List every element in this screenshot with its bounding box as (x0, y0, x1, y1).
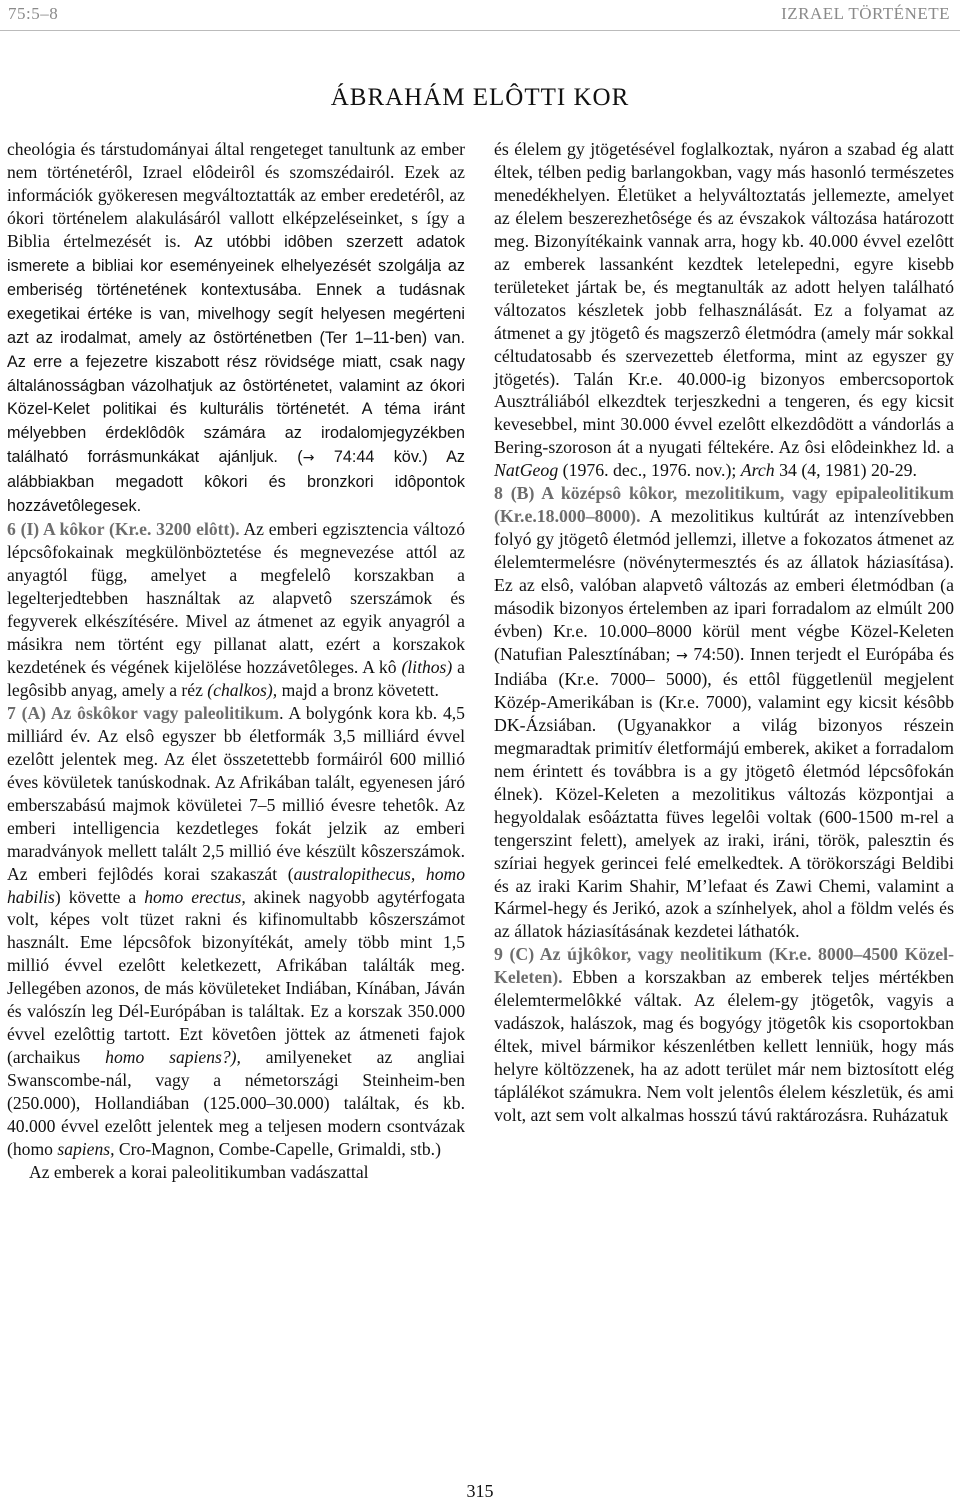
text-run: majd a bronz követett. (277, 679, 439, 700)
italic-term: sapiens, (57, 1138, 115, 1159)
text-run: cheológia és társtudományai által rengeteget tanultunk az ember nem történetérôl, Izrael elôdeirôl és szomszédairól. Ezek az információk gyökeresen megváltoztatták az ember eredetérôl, az ókori történelem alakulásáról vallott elképzeléseinket, s így a Biblia értelmezését is. (7, 139, 465, 251)
paragraph (494, 138, 954, 482)
paragraph-7 (7, 702, 465, 1161)
left-column (7, 138, 465, 1184)
section-heading-6: 6 (I) A kôkor (Kr.e. 3200 elôtt). (7, 519, 240, 540)
text-run: a legôsibb anyag, amely a réz (7, 656, 465, 700)
section-heading-9: 9 (C) Az újkôkor, vagy neolitikum (Kr.e. 8000–4500 Közel-Keleten). (494, 944, 954, 988)
text-run: Az emberi egzisztencia változó lépcsôfokainak megkülönböztetése és megnevezése attól az anyagtól függ, amelyet a megfelelô korszakban a legelterjedtebben használtak az alapvetô szerszámok és fegyverek elkészítésére. Mivel az átmenet az egyik anyagról a másikra nem történt egy pillanat alatt, ezért a korszakok kezdetének és végének kijelölése hozzávetôleges. A kô (7, 519, 466, 677)
text-run: A mezolitikus kultúrát az intenzívebben folyó gy jtögetô életmód jellemzi, illetve a fokozatos átmenet az élelemtermelésre (növénytermesztés és az állatok háziasítása). Ez az elsô, valóban alapvetô változás az emberi életmódban (a második bizonyos értelemben az ipari forradalom az elmúlt 200 évben) Kr.e. 10.000–8000 körül ment végbe Közel-Keleten (Natufian Palesztínában; (494, 506, 954, 664)
italic-term: australopithecus, homo habilis (7, 863, 465, 907)
paragraph: Az emberek a korai paleolitikumban vadászattal (29, 1161, 369, 1182)
running-header (0, 0, 960, 31)
page-number: 315 (466, 1481, 494, 1501)
paragraph-6 (7, 518, 465, 702)
book-title: IZRAEL TÖRTÉNETE (781, 4, 950, 23)
section-heading-7: 7 (A) Az ôskôkor vagy paleolitikum (7, 702, 280, 723)
text-run: Az erre a fejezetre kiszabott rész rövidsége miatt, csak nagy általánosságban vázolhatjuk az ôstörténetet, valamint az ókori Közel-Kelet politikai és kulturális történetét. A téma iránt mélyebben érdeklôdôk számára az irodalomjegyzékben található forrásmunkákat ajánljuk. ( (7, 352, 465, 467)
text-run: ) követte a (54, 886, 145, 907)
text-run: és élelem gy jtögetésével foglalkoztak, nyáron a szabad ég alatt éltek, télben pedig barlangokban, vagy más hasonló természetes menedékhelyen. Életüket a helyváltoztatás jellemezte, amelyet az élelem beszerezhetôsége és az évszakok változása határozott meg. Bizonyítékaink vannak arra, hogy kb. 40.000 évvel ezelôtt az emberek lassanként kezdtek letelepedni, egyre kisebb területeket jártak be, és megtanulták az adott helyen található változatos készletek jobb felhasználását. Ez a folyamat az átmenet a gy jtögetô és magszerzô életmódra (amely már sokkal céltudatosabb és szervezetteb életforma, mint az egyszer gy jtögetés). Talán Kr.e. 40.000-ig bizonyos embercsoportok Ausztráliából elkezdtek terjeszkedni a tengeren, és egy kicsit kevesebbel, mint 30.000 évvel ezelôtt elkezdôdött a vándorlás a Bering-szoroson át a nyugati féltekére. Az ôsi elôdeinkhez ld. a (494, 139, 954, 458)
text-run: 34 (4, 1981) 20-29. (774, 460, 917, 481)
cross-reference-arrow-icon: → (302, 450, 315, 467)
italic-term: (chalkos), (207, 679, 278, 700)
text-run: 74:50). Innen terjedt el Európába és Indiába (Kr.e. 7000– 5000), és ettôl függetlenül megjelent Közép-Amerikában is (Kr.e. 7000), valamint egy kicsit késôbb DK-Ázsiában. (Ugyanakkor a világ bizonyos részein megmaradtak primitív életformájú emberek, akiket a forradalom nem érintett és továbbra is a gy jtögetô életmód lépcsôfokán élnek). Közel-Keleten a mezolitikus változás központjai a hegyoldalak esôáztatta füves legelôi voltak (600-1500 m-rel a tengerszint felett), amelyek az iraki, iráni, török, palesztin és szíriai hegyek gerincei felé emelkedtek. A törökországi Beldibi és az iraki Karim Shahir, M’lefaat és Zawi Chemi, valamint a Kármel-hegy és Jerikó, azok a színhelyek, ahol a földm velés és az állatok háziasításának kezdetei láthatók. (494, 643, 954, 942)
right-column (494, 138, 954, 1127)
text-run: (1976. dec., 1976. nov.); (558, 460, 741, 481)
paragraph-8 (494, 482, 954, 943)
section-heading-8: 8 (B) A középsô kôkor, mezolitikum, vagy epipaleolitikum (Kr.e.18.000–8000). (494, 483, 954, 527)
italic-term: (lithos) (401, 656, 453, 677)
cross-reference-arrow-icon: → (676, 647, 688, 664)
italic-term: Arch (740, 460, 775, 481)
text-run-sans (7, 233, 465, 515)
paragraph (7, 138, 465, 518)
italic-term: homo erectus, (144, 886, 246, 907)
text-run: Az alábbiakban megadott kôkori és bronzkori idôpontok hozzávetôlegesek. (7, 448, 465, 516)
text-run: amilyeneket az angliai Swanscombe-nál, vagy a németországi Steinheim-ben (250.000), Hollandiában (125.000–30.000) találtak, és kb. 40.000 évvel ezelôtt jelentek meg a teljesen modern csontvázak (homo (7, 1047, 465, 1159)
chapter-title: ÁBRAHÁM ELÔTTI KOR (330, 84, 630, 111)
text-run: Az utóbbi idôben szerzett adatok ismerete a bibliai kor eseményeinek elhelyezését szolgálja az emberiség történetének kontextusába. Ennek a tudásnak exegetikai értéke is van, mivelhogy segít helyesen megérteni azt az irodalmat, amely az ôstörténetben (Ter 1–11-ben) van. (7, 232, 465, 347)
text-run: . A bolygónk kora kb. 4,5 milliárd év. Az elsô egyszer bb életformák 3,5 milliárd évvel ezelôtt jelentek meg. Az élet összetettebb formáiról 600 millió éves kövületek tanúskodnak. Az Afrikában talált, egyenesen járó emberszabású majmok kövületei 7–5 millió évesre tehetôk. Az emberi intelligencia kezdetleges fokát jelzik az emberi maradványok mellett talált 2,5 millió éve készült kôszerszámok. Az emberi fejlôdés korai szakaszát ( (7, 702, 465, 884)
text-run: Ebben a korszakban az emberek teljes mértékben élelemtermelôkké váltak. Az élelem-gy jtögetôk, vagyis a vadászok, halászok, mag és bogyógy jtögetôk kis csoportokban éltek, mivel bármikor készenlétben kellett lenniük, hogy más helyre költözzenek, ha az adott terület már nem biztosított elég táplálékot számukra. Nem volt jelentôs élelem készletük, és ami volt, azt sem volt alkalmas hosszú távú raktározásra. Ruházatuk (494, 967, 954, 1126)
text-run: akinek nagyobb agytérfogata volt, képes volt tüzet rakni és kifinomultabb kôszerszámot használt. Eme lépcsôfok bizonyítékát, amely több mint 1,5 millió évvel ezelôtt keletkezett, Afrikában találták meg. Jellegében azonos, de más kövületeket Indiában, Kínában, Jáván és valószín leg Dél-Európában is találtak. Ez a korszak 350.000 évvel ezelôttig tartott. Ezt követôen jöttek az átmeneti fajok (archaikus (7, 886, 466, 1068)
italic-term: homo sapiens?), (105, 1047, 241, 1068)
section-reference: 75:5–8 (8, 4, 59, 23)
cross-reference: 74:44 köv.) (314, 448, 428, 467)
paragraph-9 (494, 943, 954, 1127)
text-run: Cro-Magnon, Combe-Capelle, Grimaldi, stb.) (114, 1138, 441, 1159)
italic-term: NatGeog (494, 460, 559, 481)
